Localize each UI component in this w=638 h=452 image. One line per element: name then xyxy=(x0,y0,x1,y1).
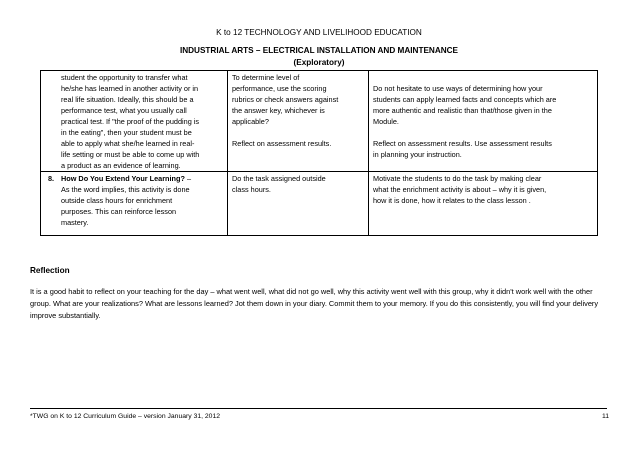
table-row-divider xyxy=(40,171,598,172)
document-header-title: K to 12 TECHNOLOGY AND LIVELIHOOD EDUCATION xyxy=(216,28,422,37)
table-right-border xyxy=(597,70,598,236)
table-left-border xyxy=(40,70,41,236)
table-row-2-col-1: How Do You Extend Your Learning? – As the word implies, this activity is done outside class hours for enrichment purposes. This can reinforce lesson mastery. xyxy=(61,174,192,227)
table-row-1-col-3: Do not hesitate to use ways of determining how your students can apply learned facts and concepts which are more authentic and realistic than that/those given in the Module. Reflect on assessment results. Use assessment results in planning your instruction. xyxy=(373,84,557,159)
reflection-paragraph: It is a good habit to reflect on your teaching for the day – what went well, what did not go well, why this activity went well with this group, why it didn't work well with the other group. What are your realizations? What are lessons learned? Jot them down in your diary. Commit them to your memory. If you do this consistently, you will find your delivery improve substantially. xyxy=(30,287,599,320)
table-row-2-col-3: Motivate the students to do the task by making clear what the enrichment activity is about – why it is given, how it is done, how it relates to the class lesson . xyxy=(373,174,547,205)
reflection-heading: Reflection xyxy=(30,266,70,275)
page-number: 11 xyxy=(601,413,609,420)
lesson-guide-table xyxy=(40,70,598,236)
activity-title: How Do You Extend Your Learning? xyxy=(61,174,185,183)
footer-divider xyxy=(30,408,607,409)
table-column-divider xyxy=(227,70,228,236)
table-row-2-col-2: Do the task assigned outside class hours. xyxy=(232,174,326,194)
document-level-label: (Exploratory) xyxy=(293,58,345,67)
document-subject-title: INDUSTRIAL ARTS – ELECTRICAL INSTALLATION AND MAINTENANCE xyxy=(179,46,459,55)
table-column-divider xyxy=(368,70,369,236)
table-row-1-col-1: student the opportunity to transfer what he/she has learned in another activity or in real life situation. Ideally, this should be a performance test, what you usually call practical test. If "the proof of the pudding is in the eating", then your student must be able to apply what she/he learned in real- life setting or must be able to come up with a product as an evidence of learning. xyxy=(61,73,200,170)
footer-source-note: *TWG on K to 12 Curriculum Guide – version January 31, 2012 xyxy=(30,413,221,420)
table-bottom-border xyxy=(40,235,598,236)
table-row-1-col-2: To determine level of performance, use the scoring rubrics or check answers against the answer key, whichever is applicable? Reflect on assessment results. xyxy=(232,73,339,148)
table-row-2-number: 8. xyxy=(48,174,55,183)
table-top-border xyxy=(40,70,598,71)
